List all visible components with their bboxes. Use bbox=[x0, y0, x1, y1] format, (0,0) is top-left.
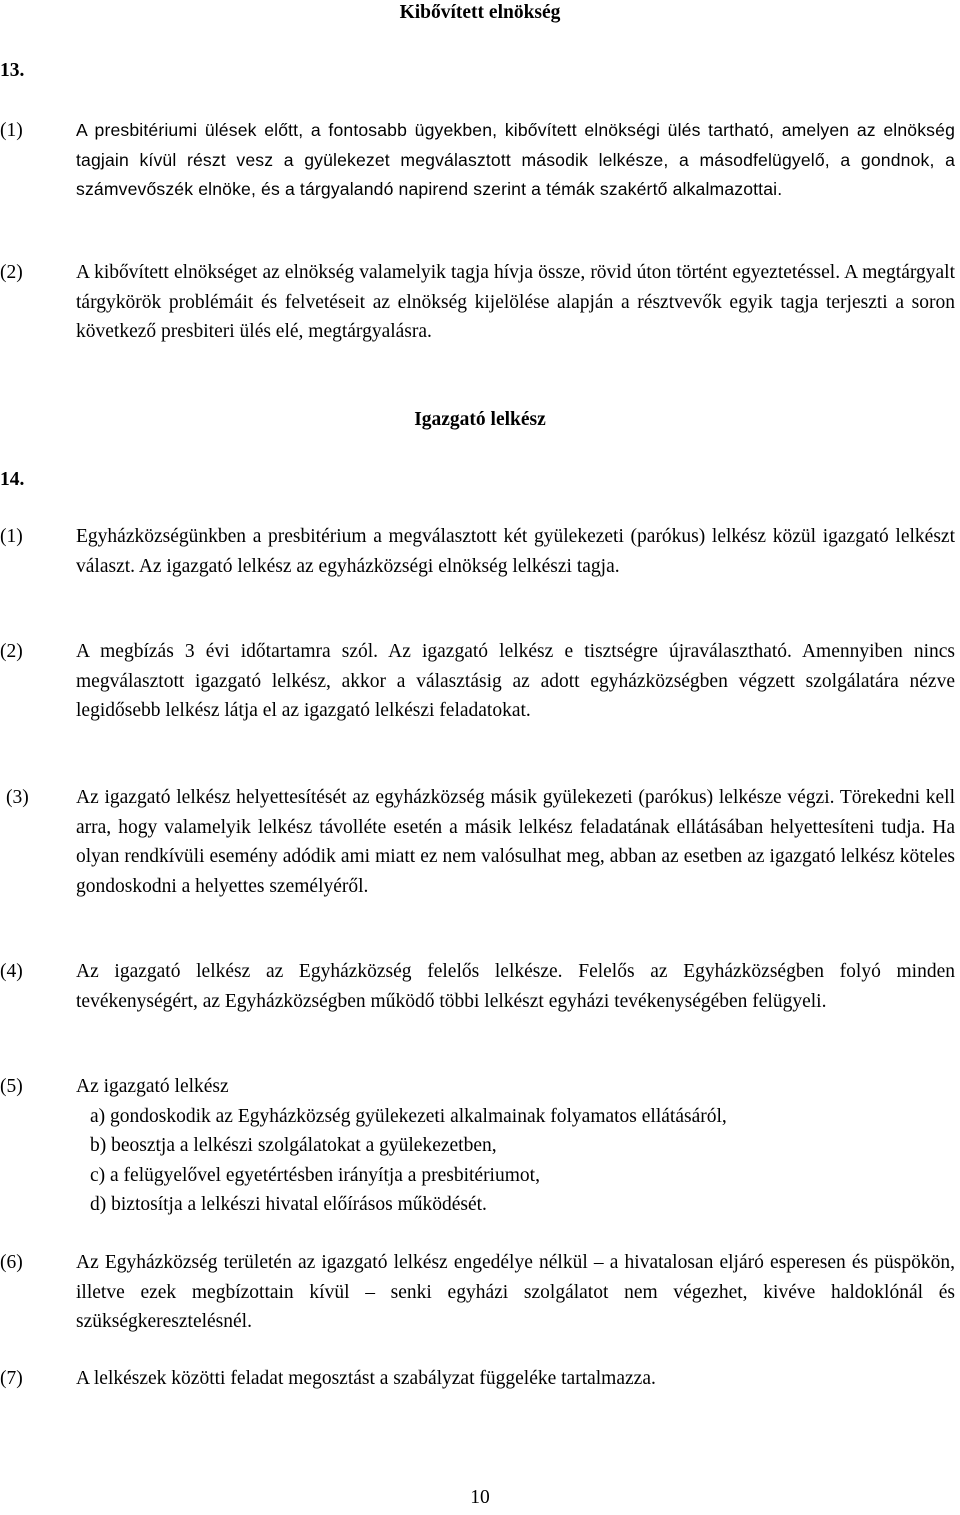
paragraph-number: (4) bbox=[0, 961, 23, 982]
duty-list bbox=[76, 1102, 955, 1220]
paragraph-number: (1) bbox=[0, 526, 23, 547]
paragraph-text: A presbitériumi ülések előtt, a fontosabb ügyekben, kibővített elnökségi ülés tartható, amelyen az elnökség tagjain kívül részt vesz a gyülekezet megválasztott második lelkésze, a másodfelügyelő, a gondnok, a számvevőszék elnöke, és a tárgyalandó napirend szerint a témák szakértő alkalmazottai. bbox=[76, 120, 955, 199]
list-item: b) beosztja a lelkészi szolgálatokat a gyülekezetben, bbox=[90, 1135, 497, 1156]
section-14-paragraph-4 bbox=[0, 957, 955, 1047]
paragraph-body bbox=[76, 1072, 955, 1220]
paragraph-text: Az Egyházközség területén az igazgató lelkész engedélye nélkül – a hivatalosan eljáró esperesen és püspökön, illetve ezek megbízottain kívül – senki egyházi szolgálatot nem végezhet, kivéve haldoklónál és szükségkeresztelésnél. bbox=[76, 1252, 955, 1332]
paragraph-text: A lelkészek közötti feladat megosztást a szabályzat függeléke tartalmazza. bbox=[76, 1368, 656, 1389]
section-14-paragraph-1 bbox=[0, 522, 955, 612]
section-13-heading: Kibővített elnökség bbox=[399, 2, 561, 23]
section-13-paragraph-1 bbox=[0, 116, 955, 236]
section-14-paragraph-5 bbox=[0, 1072, 955, 1222]
section-13-paragraph-2 bbox=[0, 258, 955, 378]
paragraph-text: Az igazgató lelkész helyettesítését az egyházközség másik gyülekezeti (parókus) lelkésze végzi. Törekedni kell arra, hogy valamelyik lelkész távolléte esetén a másik lelkész feladatának ellátásában helyettesíteni tudja. Ha olyan rendkívüli esemény adódik ami miatt ez nem valósulhat meg, abban az esetben az igazgató lelkész köteles gondoskodni a helyettes személyéről. bbox=[76, 787, 955, 897]
section-14-paragraph-6 bbox=[0, 1248, 955, 1338]
list-item: d) biztosítja a lelkészi hivatal előírásos működését. bbox=[90, 1194, 487, 1215]
paragraph-text: Az igazgató lelkész bbox=[76, 1076, 229, 1097]
section-14-paragraph-3 bbox=[0, 783, 955, 933]
list-item: c) a felügyelővel egyetértésben irányítja a presbitériumot, bbox=[90, 1164, 540, 1186]
paragraph-number: (6) bbox=[0, 1252, 23, 1273]
paragraph-number: (7) bbox=[0, 1368, 23, 1389]
paragraph-text: Az igazgató lelkész az Egyházközség felelős lelkésze. Felelős az Egyházközségben folyó minden tevékenységért, az Egyházközségben működő többi lelkészt egyházi tevékenységében felügyeli. bbox=[76, 961, 955, 1012]
paragraph-number: (1) bbox=[0, 120, 23, 141]
paragraph-text: A kibővített elnökséget az elnökség valamelyik tagja hívja össze, rövid úton történt egyeztetéssel. A megtárgyalt tárgykörök problémáit és felvetéseit az elnökség kijelölése alapján a résztvevők egyik tagja terjeszti a soron következő presbiteri ülés elé, megtárgyalásra. bbox=[76, 262, 955, 342]
paragraph-number: (2) bbox=[0, 641, 23, 662]
paragraph-text: A megbízás 3 évi időtartamra szól. Az igazgató lelkész e tisztségre újraválasztható. Amennyiben nincs megválasztott igazgató lelkész, akkor a választásig az adott egyházközségben végzett szolgálatára nézve legidősebb lelkész látja el az igazgató lelkészi feladatokat. bbox=[76, 641, 955, 721]
paragraph-number: (3) bbox=[6, 787, 29, 808]
page-number: 10 bbox=[470, 1487, 490, 1508]
paragraph-number: (2) bbox=[0, 262, 23, 283]
paragraph-text: Egyházközségünkben a presbitérium a megválasztott két gyülekezeti (parókus) lelkész közül igazgató lelkészt választ. Az igazgató lelkész az egyházközségi elnökség lelkészi tagja. bbox=[76, 526, 955, 577]
section-13-number: 13. bbox=[0, 60, 30, 81]
section-14-heading: Igazgató lelkész bbox=[414, 409, 546, 430]
section-14-number: 14. bbox=[0, 469, 30, 490]
section-14-paragraph-7 bbox=[0, 1364, 955, 1396]
section-14-paragraph-2 bbox=[0, 637, 955, 757]
list-item: a) gondoskodik az Egyházközség gyülekezeti alkalmainak folyamatos ellátásáról, bbox=[90, 1105, 727, 1127]
paragraph-number: (5) bbox=[0, 1076, 23, 1097]
